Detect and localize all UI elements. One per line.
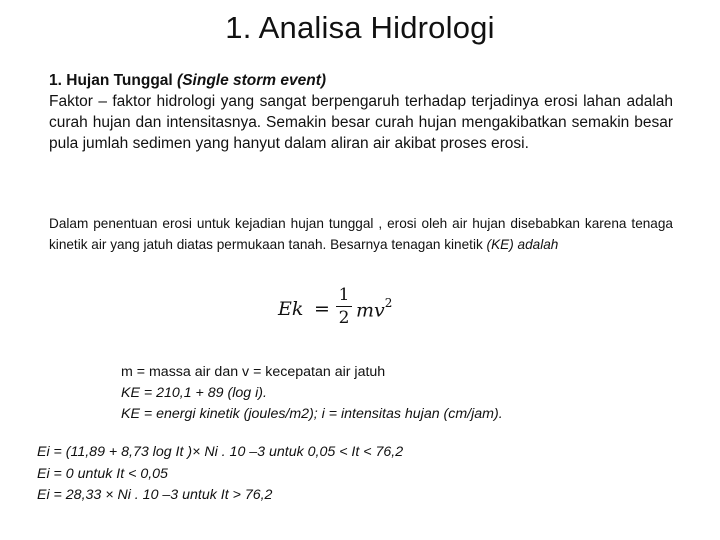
- energy-equations: [37, 442, 657, 507]
- kinetic-energy-paragraph: [49, 214, 673, 255]
- formula-denominator: 2: [338, 308, 350, 328]
- heading-number: 1.: [49, 72, 62, 89]
- definition-line-2: KE = 210,1 + 89 (log i).: [121, 385, 267, 401]
- formula-exponent: 2: [384, 296, 393, 310]
- formula-numerator: 1: [338, 285, 350, 305]
- formula-equals: =: [314, 298, 330, 320]
- formula-fraction: [336, 284, 352, 329]
- formula-lhs: Ek: [278, 298, 304, 320]
- paragraph-italic: (KE) adalah: [486, 236, 559, 252]
- variable-definitions: [121, 362, 601, 425]
- equation-line: Ei = (11,89 + 8,73 log It )× Ni . 10 –3 untuk 0,05 < It < 76,2: [37, 444, 404, 460]
- section-heading: [49, 70, 673, 91]
- definition-line-3: KE = energi kinetik (joules/m2); i = intensitas hujan (cm/jam).: [121, 406, 503, 422]
- equation-line: Ei = 0 untuk It < 0,05: [37, 465, 168, 482]
- equation-line: Ei = 28,33 × Ni . 10 –3 untuk It > 76,2: [37, 487, 273, 503]
- section-paragraph: Faktor – faktor hidrologi yang sangat berpengaruh terhadap terjadinya erosi lahan adalah curah hujan dan intensitasnya. Semakin besar curah hujan mengakibatkan semakin besar pula jumlah sedimen yang hanyut dalam aliran air akibat proses erosi.: [49, 93, 673, 152]
- formula-rhs-base: mv: [356, 299, 385, 322]
- formula-rhs: [356, 298, 392, 321]
- paragraph-main: Dalam penentuan erosi untuk kejadian hujan tunggal , erosi oleh air hujan disebabkan karena tenaga kinetik air yang jatuh diatas permukaan tanah. Besarnya tenagan kinetik: [49, 216, 673, 252]
- section-single-storm: [49, 70, 673, 154]
- heading-italic: (Single storm event): [177, 72, 327, 89]
- kinetic-energy-formula: [278, 284, 408, 334]
- heading-text: Hujan Tunggal: [66, 72, 173, 89]
- definition-line-1: m = massa air dan v = kecepatan air jatuh: [121, 364, 386, 380]
- page-title: 1. Analisa Hidrologi: [225, 10, 495, 45]
